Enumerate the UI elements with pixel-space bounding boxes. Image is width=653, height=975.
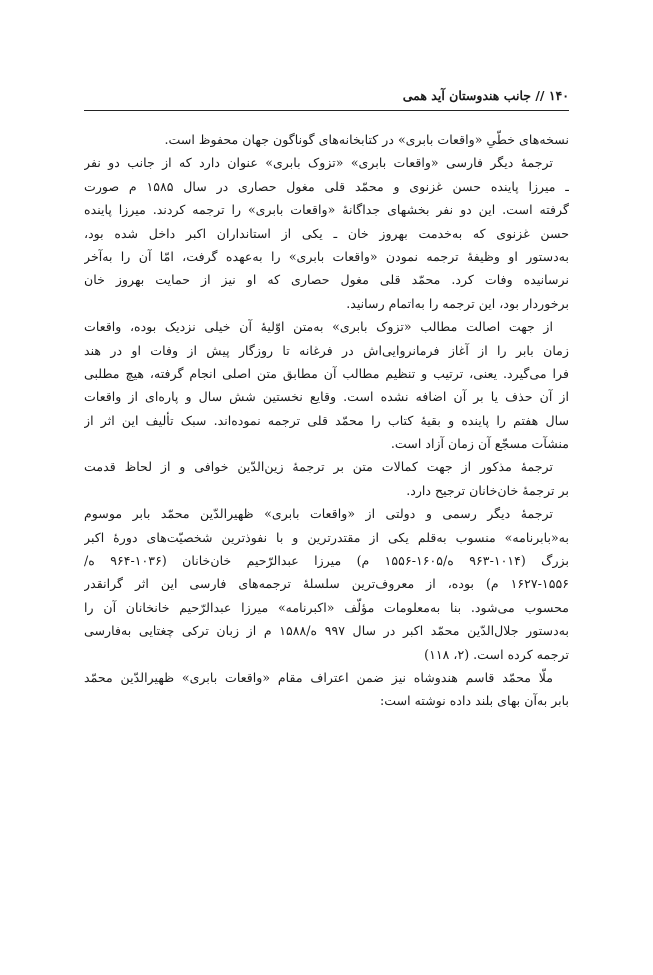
paragraph — [84, 666, 569, 713]
text-line: به‌دستور او وظیفهٔ ترجمه نمودن «واقعات بابری» را به‌عهده گرفت، امّا آن را به‌آخر — [84, 248, 569, 264]
paragraph — [84, 315, 569, 455]
text-line: منشآت مسجّع آن زمان آزاد است. — [390, 436, 569, 452]
header-rule — [84, 110, 569, 111]
text-line: حسن غزنوی که به‌خدمت بهروز خان ـ یکی از استانداران اکبر داخل شده بود، — [84, 225, 569, 241]
text-line: سال هفتم را پاینده و بقیهٔ کتاب را محمّد قلی ترجمه نموده‌اند. سبک تألیف این اثر از — [84, 412, 569, 428]
paragraph — [84, 128, 569, 151]
text-line: ترجمه کرده است. (۲، ۱۱۸) — [424, 646, 569, 662]
text-line: گرفته است. این دو نفر بخشهای جداگانهٔ «واقعات بابری» را ترجمه کردند. میرزا پاینده — [84, 202, 569, 218]
paragraph — [84, 455, 569, 502]
text-line: ترجمهٔ دیگر فارسی «واقعات بابری» «تزوک بابری» عنوان دارد که از جانب دو نفر — [84, 155, 553, 171]
text-line: به«بابرنامه» منسوب به‌قلم یکی از مقتدرترین و با نفوذترین شخصیّت‌های دورهٔ اکبر — [84, 529, 569, 545]
text-line: فرا می‌گیرد. یعنی، ترتیب و تنظیم مطالب آن مطابق متن اصلی انجام گرفته، هیچ مطلبی — [84, 365, 569, 381]
paragraph — [84, 151, 569, 315]
running-head: ۱۴۰ // جانب هندوستان آید همی — [402, 88, 569, 103]
text-line: از جهت اصالت مطالب «تزوک بابری» به‌متن اوّلیهٔ آن خیلی نزدیک بوده، واقعات — [84, 319, 553, 335]
text-line: به‌دستور جلال‌الدّین محمّد اکبر در سال ۹۹۷ ه/۱۵۸۸ م از زبان ترکی چغتایی به‌فارسی — [84, 623, 569, 639]
text-line: بر ترجمهٔ خان‌خانان ترجیح دارد. — [406, 482, 569, 498]
text-line: نسخه‌های خطّیِ «واقعات بابری» در کتابخانه‌های گوناگون جهان محفوظ است. — [164, 132, 569, 147]
text-line: ترجمهٔ مذکور از جهت کمالات متن بر ترجمهٔ زین‌الدّین خوافی و از لحاظ قدمت — [84, 459, 553, 475]
text-line: برخوردار بود، این ترجمه را به‌اتمام رسانید. — [346, 295, 569, 311]
page-body — [84, 128, 569, 713]
text-line: از آن حذف یا بر آن اضافه نشده است. وقایع نخستین شش سال و پاره‌ای از واقعات — [84, 389, 569, 405]
text-line: زمان بابر را از آغاز فرمانروایی‌اش در فرغانه تا روزگار پیش از وفات او در هند — [84, 342, 569, 358]
paragraph — [84, 502, 569, 666]
text-line: بزرگ (۱۰۱۴-۹۶۳ ه/۱۶۰۵-۱۵۵۶ م) میرزا عبدالرّحیم خان‌خانان (۱۰۳۶-۹۶۴ ه/ — [84, 553, 569, 569]
text-line: نرسانیده وفات کرد. محمّد قلی مغول حصاری که او نیز از حمایت بهروز خان — [84, 272, 569, 288]
text-line: بابر به‌آن بهای بلند داده نوشته است: — [380, 693, 569, 709]
text-line: محسوب می‌شود. بنا به‌معلومات مؤلّف «اکبرنامه» میرزا عبدالرّحیم خانخانان آن را — [84, 599, 569, 615]
text-line: ترجمهٔ دیگر رسمی و دولتی از «واقعات بابری» ظهیرالدّین محمّد بابر موسوم — [84, 506, 553, 522]
text-line: ۱۶۲۷-۱۵۵۶ م) بوده، از معروف‌ترین سلسلهٔ ترجمه‌های فارسی این اثر گرانقدر — [84, 576, 569, 592]
text-line: ـ میرزا پاینده حسن غزنوی و محمّد قلی مغول حصاری در سال ۱۵۸۵ م صورت — [84, 178, 569, 194]
text-line: ملّا محمّد قاسم هندوشاه نیز ضمن اعتراف مقام «واقعات بابری» ظهیرالدّین محمّد — [84, 669, 553, 685]
